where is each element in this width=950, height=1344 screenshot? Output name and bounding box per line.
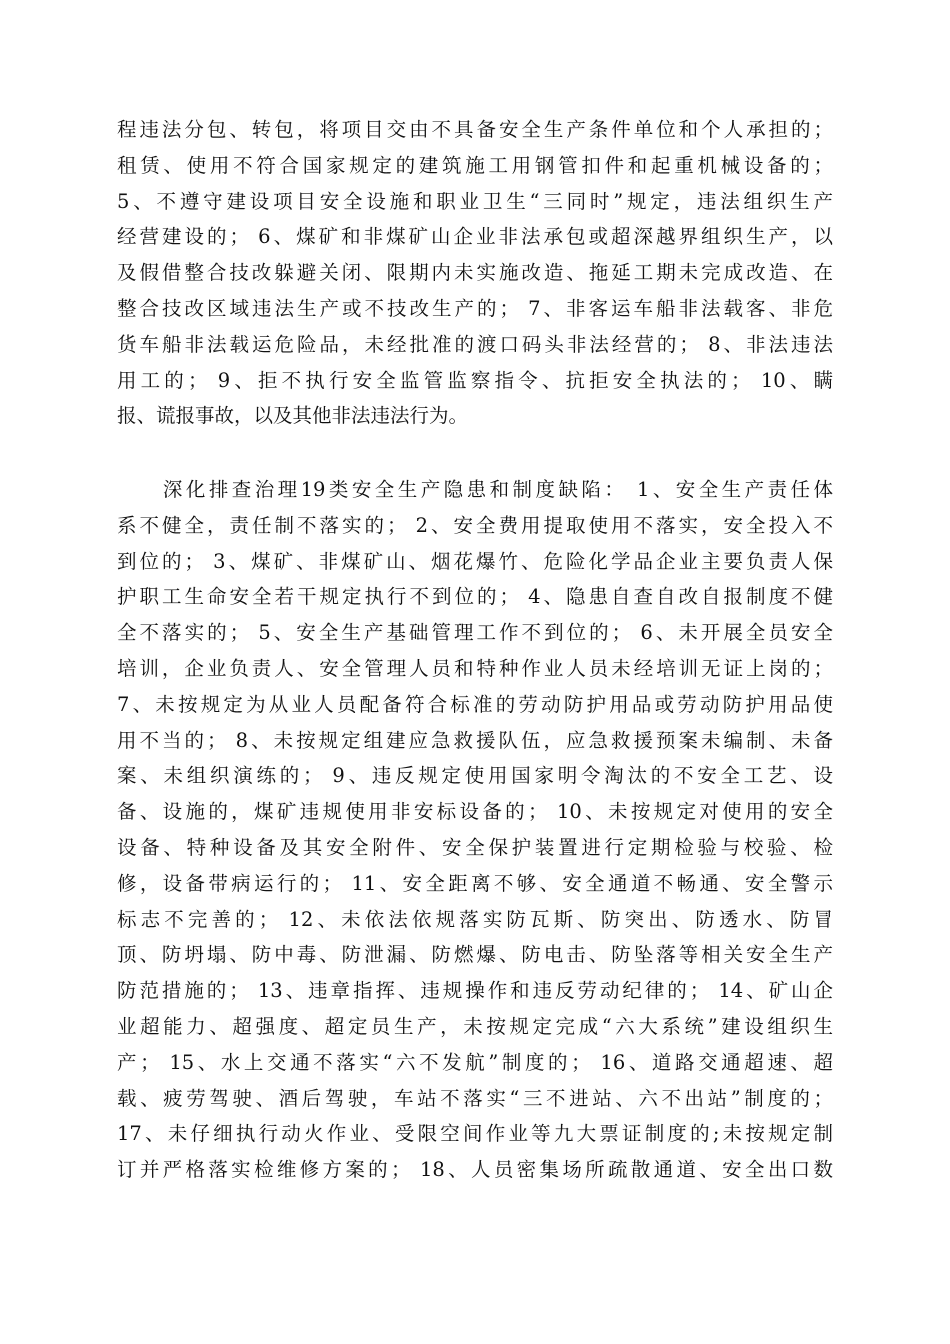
text-line: 7、未按规定为从业人员配备符合标准的劳动防护用品或劳动防护用品使 <box>117 692 833 716</box>
paragraph-hazards-list <box>117 472 833 1188</box>
text-line: 17、未仔细执行动火作业、受限空间作业等九大票证制度的;未按规定制 <box>117 1122 833 1146</box>
text-line: 护职工生命安全若干规定执行不到位的； 4、隐患自查自改自报制度不健 <box>117 585 833 609</box>
text-line: 案、未组织演练的； 9、违反规定使用国家明令淘汰的不安全工艺、设 <box>117 764 833 788</box>
text-line: 用工的； 9、拒不执行安全监管监察指令、抗拒安全执法的； 10、瞒 <box>117 368 833 392</box>
text-line: 标志不完善的； 12、未依法依规落实防瓦斯、防突出、防透水、防冒 <box>117 907 833 931</box>
text-line: 备、设施的，煤矿违规使用非安标设备的； 10、未按规定对使用的安全 <box>117 800 833 824</box>
text-line: 产； 15、水上交通不落实“六不发航”制度的； 16、道路交通超速、超 <box>117 1050 833 1074</box>
text-line: 经营建设的； 6、煤矿和非煤矿山企业非法承包或超深越界组织生产，以 <box>117 225 833 249</box>
text-line: 整合技改区域违法生产或不技改生产的； 7、非客运车船非法载客、非危 <box>117 296 833 320</box>
text-line: 载、疲劳驾驶、酒后驾驶，车站不落实“三不进站、六不出站”制度的； <box>117 1086 833 1110</box>
text-line: 系不健全，责任制不落实的； 2、安全费用提取使用不落实，安全投入不 <box>117 513 833 537</box>
paragraph-violations-list <box>117 112 833 434</box>
text-line: 到位的； 3、煤矿、非煤矿山、烟花爆竹、危险化学品企业主要负责人保 <box>117 549 833 573</box>
text-line: 设备、特种设备及其安全附件、安全保护装置进行定期检验与校验、检 <box>117 835 833 859</box>
text-line: 订并严格落实检维修方案的； 18、人员密集场所疏散通道、安全出口数 <box>117 1158 833 1182</box>
text-line: 程违法分包、转包，将项目交由不具备安全生产条件单位和个人承担的； <box>117 118 833 141</box>
text-line: 业超能力、超强度、超定员生产，未按规定完成“六大系统”建设组织生 <box>117 1014 833 1038</box>
text-line: 及假借整合技改躲避关闭、限期内未实施改造、拖延工期未完成改造、在 <box>117 261 833 285</box>
text-line: 5、不遵守建设项目安全设施和职业卫生“三同时”规定，违法组织生产 <box>117 189 833 213</box>
text-line: 顶、防坍塌、防中毒、防泄漏、防燃爆、防电击、防坠落等相关安全生产 <box>117 943 833 967</box>
text-line: 全不落实的； 5、安全生产基础管理工作不到位的； 6、未开展全员安全 <box>117 621 833 645</box>
text-line: 防范措施的； 13、违章指挥、违规操作和违反劳动纪律的； 14、矿山企 <box>117 979 833 1003</box>
text-line: 深化排查治理19类安全生产隐患和制度缺陷： 1、安全生产责任体 <box>117 478 833 501</box>
text-line: 用不当的； 8、未按规定组建应急救援队伍，应急救援预案未编制、未备 <box>117 728 833 752</box>
text-line: 报、谎报事故，以及其他非法违法行为。 <box>117 404 469 428</box>
text-line: 修，设备带病运行的； 11、安全距离不够、安全通道不畅通、安全警示 <box>117 871 833 895</box>
text-line: 培训，企业负责人、安全管理人员和特种作业人员未经培训无证上岗的； <box>117 656 833 680</box>
text-line: 货车船非法载运危险品，未经批准的渡口码头非法经营的； 8、非法违法 <box>117 332 833 356</box>
text-line: 租赁、使用不符合国家规定的建筑施工用钢管扣件和起重机械设备的； <box>117 153 833 177</box>
